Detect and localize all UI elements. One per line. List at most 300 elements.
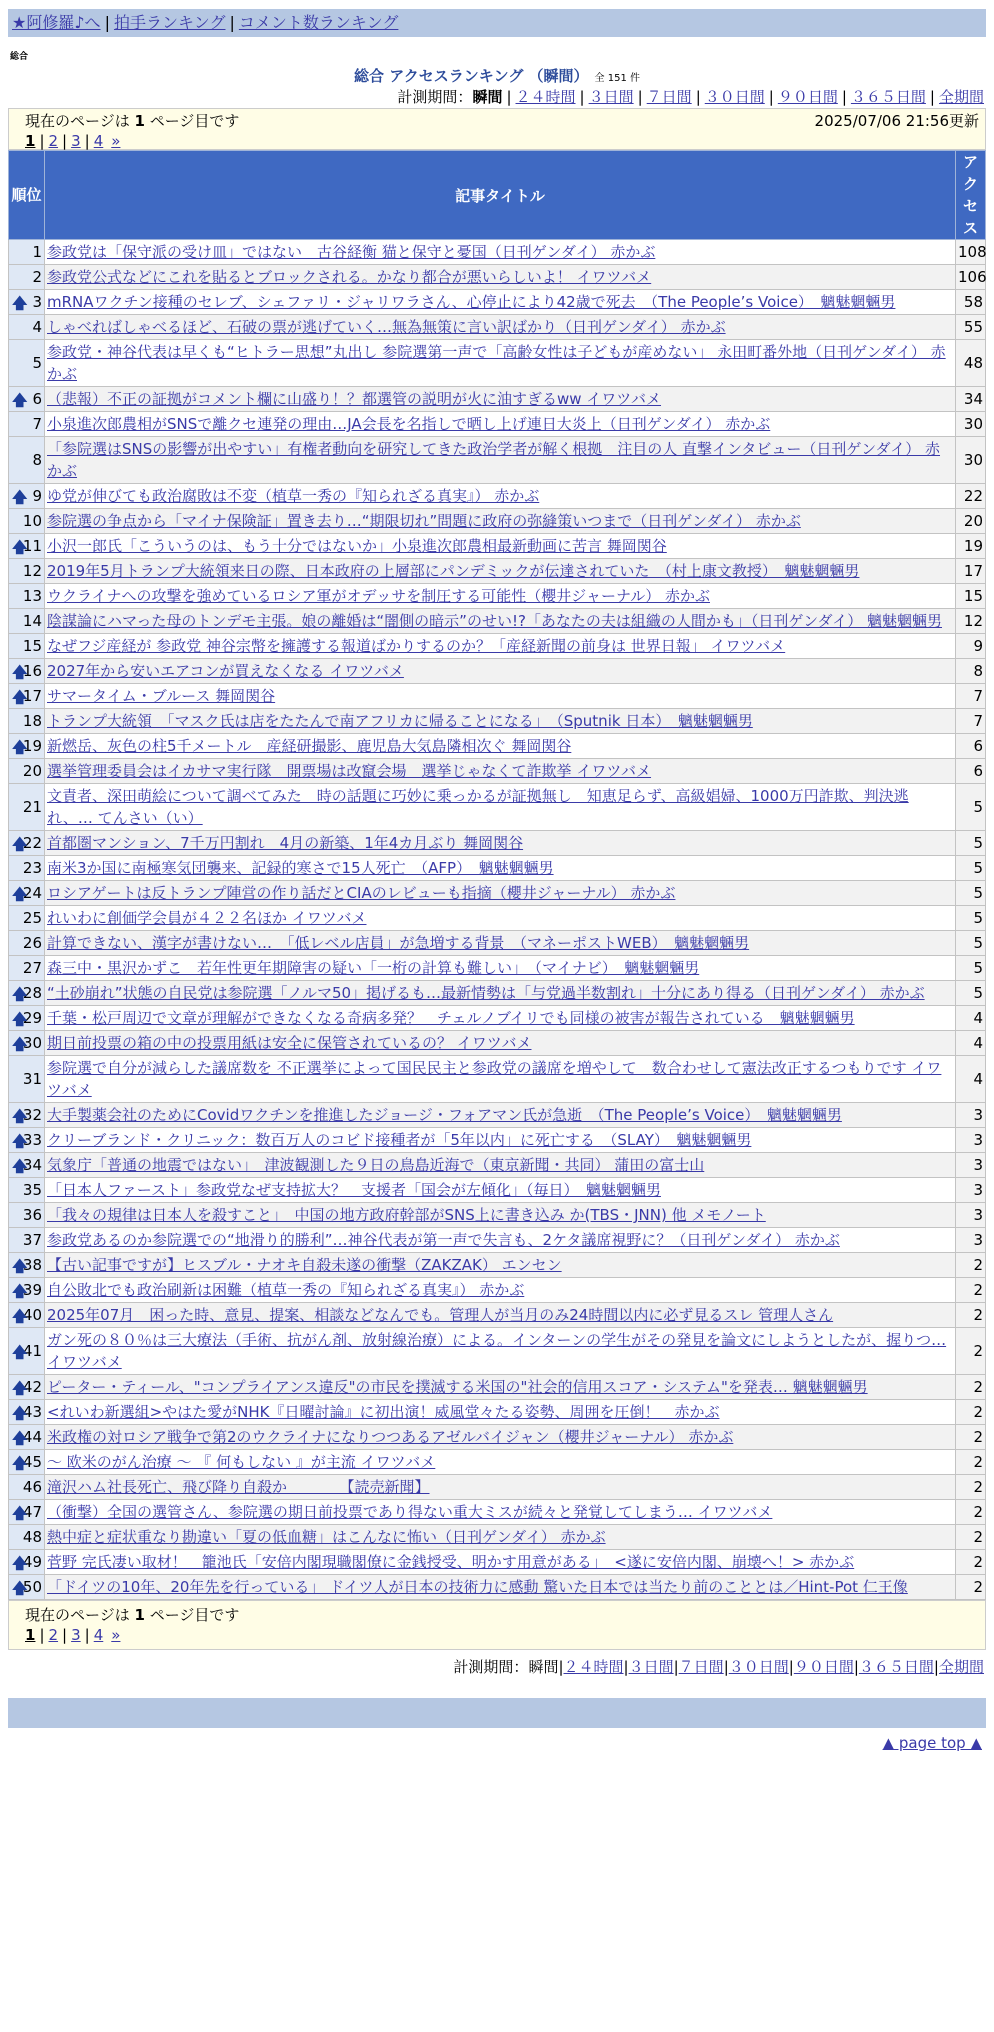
access-count: 3 [956,1178,986,1203]
title-cell [45,1303,956,1328]
title-cell [45,906,956,931]
rank-number: 36 [22,1206,42,1224]
title-cell [45,1475,956,1500]
page-link-current: 1 [25,132,36,150]
updated-timestamp: 2025/07/06 21:56更新 [814,112,979,130]
article-link[interactable]: しゃべればしゃべるほど、石破の票が逃げていく…無為無策に言い訳ばかり（日刊ゲンダイ） 赤かぶ [47,318,726,336]
access-count: 2 [956,1375,986,1400]
title-cell [45,709,956,734]
title-cell [45,315,956,340]
access-count: 19 [956,534,986,559]
rank-number: 8 [32,451,42,469]
rank-cell [9,1278,45,1303]
up-arrow-icon: 🡅 [12,538,28,556]
article-link[interactable]: 参政党あるのか参院選での“地滑り的勝利”…神谷代表が第一声で失言も、2ケタ議席視野に？（日刊ゲンダイ） 赤かぶ [47,1231,840,1249]
access-count: 2 [956,1475,986,1500]
table-row [9,956,986,981]
article-link[interactable]: <れいわ新選組>やはた愛がNHK『日曜討論』に初出演！威風堂々たる姿勢、周囲を圧倒！ 赤かぶ [47,1403,720,1421]
nav-link-comment-ranking[interactable]: コメント数ランキング [238,13,399,32]
table-row [9,684,986,709]
period-separator: | [506,88,512,106]
period-separator: | [853,1658,859,1676]
table-row [9,387,986,412]
rank-number: 21 [22,798,42,816]
rank-number: 9 [32,487,42,505]
page-link[interactable]: 3 [71,132,81,150]
table-row [9,634,986,659]
rank-cell [9,734,45,759]
rank-cell [9,1500,45,1525]
table-row [9,981,986,1006]
article-link[interactable]: 参政党・神谷代表は早くも“ヒトラー思想”丸出し 参院選第一声で「高齢女性は子どもが産めない」 永田町番外地（日刊ゲンダイ） 赤かぶ [47,343,946,383]
rank-cell [9,1056,45,1103]
rank-number: 25 [22,909,42,927]
access-count: 55 [956,315,986,340]
access-count: 5 [956,881,986,906]
rank-number: 24 [22,884,42,902]
access-count: 48 [956,340,986,387]
article-link[interactable]: 菅野 完氏凄い取材！ 籠池氏「安倍内閣現職閣僚に金銭授受、明かす用意がある」 <遂に安倍内閣、崩壊へ！> 赤かぶ [47,1553,855,1571]
rank-cell [9,1031,45,1056]
title-cell [45,437,956,484]
rank-cell [9,265,45,290]
up-arrow-icon: 🡅 [12,1157,28,1175]
rank-cell [9,509,45,534]
rank-cell [9,1525,45,1550]
access-count: 5 [956,956,986,981]
period-option[interactable]: ７日間 [646,88,692,106]
ranking-table-body [9,240,986,1600]
rank-cell [9,1303,45,1328]
up-arrow-icon: 🡅 [12,1282,28,1300]
page-status-current: 1 [134,1606,145,1624]
rank-number: 42 [22,1378,42,1396]
access-count: 17 [956,559,986,584]
article-link[interactable]: 「日本人ファースト」参政党なぜ支持拡大？ 支援者「国会が左傾化」（毎日） 魑魅魍魎男 [47,1181,661,1199]
rank-number: 47 [22,1503,42,1521]
period-label: 計測期間： [453,1658,529,1676]
up-arrow-icon: 🡅 [12,1429,28,1447]
access-count: 2 [956,1400,986,1425]
article-link[interactable]: 森三中・黒沢かずこ 若年性更年期障害の疑い「一桁の計算も難しい」 （マイナビ） 魑魅魍魎男 [47,959,700,977]
page-status-prefix: 現在のページは [25,1606,135,1624]
page-links [25,131,979,151]
table-row [9,412,986,437]
total-count: 全 151 件 [594,73,640,84]
rank-number: 39 [22,1281,42,1299]
title-cell [45,856,956,881]
access-count: 2 [956,1450,986,1475]
article-link[interactable]: ウクライナへの攻撃を強めているロシア軍がオデッサを制圧する可能性（櫻井ジャーナル） 赤かぶ [47,587,710,605]
period-option[interactable]: ３０日間 [728,1658,789,1676]
title-cell [45,387,956,412]
rank-cell [9,709,45,734]
article-link[interactable]: 2025年07月 困った時、意見、提案、相談などなんでも。管理人が当月のみ24時間以内に必ず見るスレ 管理人さん [47,1306,834,1324]
article-link[interactable]: 2027年から安いエアコンが買えなくなる イワツバメ [47,662,404,680]
article-link[interactable]: なぜフジ産経が 参政党 神谷宗幣を擁護する報道ばかりするのか？「産経新聞の前身は 世界日報」 イワツバメ [47,637,786,655]
article-link[interactable]: 熱中症と症状重なり勘違い「夏の低血糖」はこんなに怖い（日刊ゲンダイ） 赤かぶ [47,1528,606,1546]
table-row [9,584,986,609]
article-link[interactable]: 期日前投票の箱の中の投票用紙は安全に保管されているの？ イワツバメ [47,1034,532,1052]
article-link[interactable]: 計算できない、漢字が書けない… 「低レベル店員」が急増する背景 （マネーポストWEB） 魑魅魍魎男 [47,934,750,952]
period-option[interactable]: ７日間 [678,1658,724,1676]
rank-number: 45 [22,1453,42,1471]
page-top-link[interactable]: ▲ page top ▲ [882,1734,982,1752]
access-count: 34 [956,387,986,412]
title-cell [45,1525,956,1550]
rank-cell [9,437,45,484]
access-count: 2 [956,1425,986,1450]
table-row [9,931,986,956]
title-cell [45,881,956,906]
rank-cell [9,856,45,881]
table-row [9,1303,986,1328]
period-separator: | [841,88,847,106]
period-option[interactable]: 全期間 [938,88,984,106]
rank-cell [9,881,45,906]
top-nav [8,9,986,37]
access-count: 108 [956,240,986,265]
rank-cell [9,956,45,981]
pager-top [8,108,986,150]
article-link[interactable]: 大手製薬会社のためにCovidワクチンを推進したジョージ・フォアマン氏が急逝 （The People’s Voice） 魑魅魍魎男 [47,1106,842,1124]
article-link[interactable]: 陰謀論にハマった母のトンデモ主張。娘の離婚は“闇側の暗示”のせい!?「あなたの夫は組織の人間かも」（日刊ゲンダイ） 魑魅魍魎男 [47,612,942,630]
rank-number: 6 [32,390,42,408]
rank-cell [9,609,45,634]
table-row [9,881,986,906]
table-row [9,484,986,509]
rank-cell [9,1128,45,1153]
rank-number: 30 [22,1034,42,1052]
up-arrow-icon: 🡅 [12,488,28,506]
header-rank: 順位 [9,151,45,240]
period-option[interactable]: ２４時間 [563,1658,624,1676]
title-cell [45,584,956,609]
page-title: 総合 アクセスランキング （瞬間） [354,67,589,85]
title-cell [45,1550,956,1575]
rank-number: 46 [22,1478,42,1496]
article-link[interactable]: 選挙管理委員会はイカサマ実行隊 開票場は改竄会場 選挙じゃなくて詐欺挙 イワツバメ [47,762,652,780]
title-cell [45,634,956,659]
nav-link-clap-ranking[interactable]: 拍手ランキング [113,13,226,32]
rank-number: 10 [22,512,42,530]
table-row [9,734,986,759]
rank-cell [9,387,45,412]
title-cell [45,1450,956,1475]
title-cell [45,1056,956,1103]
rank-cell [9,1103,45,1128]
table-row [9,1153,986,1178]
rank-number: 49 [22,1553,42,1571]
access-count: 7 [956,709,986,734]
access-count: 20 [956,509,986,534]
period-option[interactable]: ９０日間 [777,88,838,106]
table-row [9,659,986,684]
rank-number: 1 [32,243,42,261]
article-link[interactable]: 参政党は「保守派の受け皿」ではない 古谷経衡 猫と保守と憂国（日刊ゲンダイ） 赤かぶ [47,243,656,261]
title-cell [45,784,956,831]
article-link[interactable]: 千葉・松戸周辺で文章が理解ができなくなる奇病多発？ チェルノブイリでも同様の被害が報告されている 魑魅魍魎男 [47,1009,855,1027]
rank-number: 5 [32,354,42,372]
article-link[interactable]: 2019年5月トランプ大統領来日の際、日本政府の上層部にパンデミックが伝達されていた （村上康文教授） 魑魅魍魎男 [47,562,860,580]
page-separator: | [62,1626,68,1644]
rank-number: 15 [22,637,42,655]
rank-number: 32 [22,1106,42,1124]
up-arrow-icon: 🡅 [12,688,28,706]
access-count: 30 [956,437,986,484]
table-row [9,1006,986,1031]
up-arrow-icon: 🡅 [12,835,28,853]
article-link[interactable]: 「我々の規律は日本人を殺すこと」 中国の地方政府幹部がSNS上に書き込み か(TBS・JNN) 他 メモノート [47,1206,766,1224]
article-link[interactable]: ロシアゲートは反トランプ陣営の作り話だとCIAのレビューも指摘（櫻井ジャーナル） 赤かぶ [47,884,676,902]
access-count: 3 [956,1228,986,1253]
period-option[interactable]: ９０日間 [793,1658,854,1676]
table-row [9,1031,986,1056]
rank-number: 12 [22,562,42,580]
page-link-next[interactable]: » [111,1626,121,1644]
rank-number: 37 [22,1231,42,1249]
access-count: 4 [956,1056,986,1103]
table-row [9,1056,986,1103]
up-arrow-icon: 🡅 [12,1454,28,1472]
rank-cell [9,906,45,931]
article-link[interactable]: 小泉進次郎農相がSNSで離クセ連発の理由…JA会長を名指しで晒し上げ連日大炎上（日刊ゲンダイ） 赤かぶ [47,415,771,433]
article-link[interactable]: 米政権の対ロシア戦争で第2のウクライナになりつつあるアゼルバイジャン（櫻井ジャーナル） 赤かぶ [47,1428,734,1446]
period-option[interactable]: ３日間 [628,1658,674,1676]
period-separator: | [673,1658,679,1676]
article-link[interactable]: ピーター・ティール、"コンプライアンス違反"の市民を撲滅する米国の"社会的信用スコア・システム"を発表… 魑魅魍魎男 [47,1378,868,1396]
rank-number: 38 [22,1256,42,1274]
article-link[interactable]: “土砂崩れ”状態の自民党は参院選「ノルマ50」掲げるも…最新情勢は「与党過半数割れ」十分にあり得る（日刊ゲンダイ） 赤かぶ [47,984,925,1002]
rank-cell [9,1550,45,1575]
rank-number: 16 [22,662,42,680]
access-count: 2 [956,1303,986,1328]
access-count: 2 [956,1575,986,1600]
rank-cell [9,412,45,437]
rank-cell [9,759,45,784]
rank-cell [9,290,45,315]
table-header-row [9,151,986,240]
table-row [9,290,986,315]
article-link[interactable]: 「参院選はSNSの影響が出やすい」有権者動向を研究してきた政治学者が解く根拠 注目の人 直撃インタビュー（日刊ゲンダイ） 赤かぶ [47,440,941,480]
article-link[interactable]: トランプ大統領 「マスク氏は店をたたんで南アフリカに帰ることになる」 （Sputnik 日本） 魑魅魍魎男 [47,712,753,730]
pager-bottom [8,1600,986,1650]
rank-number: 31 [22,1070,42,1088]
page-links [25,1625,979,1645]
article-link[interactable]: mRNAワクチン接種のセレブ、シェファリ・ジャリワラさん、心停止により42歳で死去 （The People’s Voice） 魑魅魍魎男 [47,293,896,311]
article-link[interactable]: 参院選で自分が減らした議席数を 不正選挙によって国民民主と参政党の議席を増やして 数合わせして憲法改正するつもりです イワツバメ [47,1059,942,1099]
rank-number: 44 [22,1428,42,1446]
access-count: 3 [956,1153,986,1178]
title-cell [45,684,956,709]
article-link[interactable]: ～ 欧米のがん治療 ～ 『 何もしない 』が主流 イワツバメ [47,1453,436,1471]
rank-number: 19 [22,737,42,755]
page-separator: | [39,132,45,150]
access-count: 4 [956,1006,986,1031]
article-link[interactable]: 新燃岳、灰色の柱5千メートル 産経研撮影、鹿児島大気島隣相次ぐ 舞岡関谷 [47,737,572,755]
rank-cell [9,315,45,340]
article-link[interactable]: （悲報）不正の証拠がコメント欄に山盛り！？都選管の説明が火に油すぎるww イワツバメ [47,390,662,408]
title-cell [45,1575,956,1600]
up-arrow-icon: 🡅 [12,1554,28,1572]
title-cell [45,1103,956,1128]
period-separator: | [723,1658,729,1676]
table-row [9,609,986,634]
rank-cell [9,559,45,584]
rank-number: 34 [22,1156,42,1174]
up-arrow-icon: 🡅 [12,885,28,903]
access-count: 2 [956,1500,986,1525]
page-link[interactable]: 2 [48,132,59,150]
rank-number: 20 [22,762,42,780]
article-link[interactable]: 小沢一郎氏「こういうのは、もう十分ではないか」小泉進次郎農相最新動画に苦言 舞岡関谷 [47,537,667,555]
title-cell [45,509,956,534]
table-row [9,856,986,881]
rank-number: 3 [32,293,42,311]
article-link[interactable]: ガン死の８０％は三大療法（手術、抗がん剤、放射線治療）による。インターンの学生がその発見を論文にしようとしたが、握りつ… イワツバメ [47,1331,947,1371]
article-link[interactable]: クリーブランド・クリニック：数百万人のコビド接種者が「5年以内」に死亡する （SLAY） 魑魅魍魎男 [47,1131,752,1149]
title-cell [45,1006,956,1031]
page-separator: | [39,1626,45,1644]
page-link[interactable]: 4 [93,132,104,150]
rank-number: 35 [22,1181,42,1199]
access-count: 7 [956,684,986,709]
article-link[interactable]: 【古い記事ですが】ヒスブル・ナオキ自殺未遂の衝撃（ZAKZAK） エンセン [47,1256,562,1274]
up-arrow-icon: 🡅 [12,391,28,409]
table-row [9,1128,986,1153]
period-option[interactable]: ２４時間 [515,88,576,106]
title-cell [45,1031,956,1056]
page-link[interactable]: 3 [71,1626,81,1644]
article-link[interactable]: 首都圏マンション、7千万円割れ 4月の新築、1年4カ月ぶり 舞岡関谷 [47,834,524,852]
access-count: 5 [956,831,986,856]
period-selector [8,86,986,108]
rank-number: 41 [22,1342,42,1360]
up-arrow-icon: 🡅 [12,738,28,756]
title-cell [45,1500,956,1525]
table-row [9,759,986,784]
page-status-current: 1 [134,112,145,130]
table-row [9,1278,986,1303]
title-cell [45,759,956,784]
access-count: 12 [956,609,986,634]
access-count: 5 [956,981,986,1006]
article-link[interactable]: 参政党公式などにこれを貼るとブロックされる。かなり都合が悪いらしいよ！ イワツバメ [47,268,652,286]
up-arrow-icon: 🡅 [12,1579,28,1597]
article-link[interactable]: サマータイム・ブルース 舞岡関谷 [47,687,276,705]
title-cell [45,931,956,956]
period-separator: | [558,1658,564,1676]
access-count: 3 [956,1128,986,1153]
title-cell [45,1128,956,1153]
period-option[interactable]: 全期間 [938,1658,984,1676]
rank-cell [9,534,45,559]
article-link[interactable]: ゆ党が伸びても政治腐敗は不変（植草一秀の『知られざる真実』） 赤かぶ [47,487,540,505]
table-row [9,1253,986,1278]
table-row [9,340,986,387]
period-separator: | [695,88,701,106]
rank-number: 40 [22,1306,42,1324]
up-arrow-icon: 🡅 [12,1035,28,1053]
title-cell [45,559,956,584]
rank-cell [9,1228,45,1253]
title-cell [45,1253,956,1278]
title-cell [45,1375,956,1400]
table-row [9,1178,986,1203]
title-cell [45,1178,956,1203]
table-row [9,1525,986,1550]
access-count: 6 [956,759,986,784]
article-link[interactable]: 自公敗北でも政治刷新は困難（植草一秀の『知られざる真実』） 赤かぶ [47,1281,525,1299]
rank-number: 28 [22,984,42,1002]
table-row [9,1375,986,1400]
rank-number: 48 [22,1528,42,1546]
rank-number: 7 [32,415,42,433]
rank-number: 14 [22,612,42,630]
table-row [9,1103,986,1128]
article-link[interactable]: （衝撃）全国の選管さん、参院選の期日前投票であり得ない重大ミスが続々と発覚してしまう… イワツバメ [47,1503,773,1521]
period-current: 瞬間 [472,88,503,106]
access-count: 3 [956,1103,986,1128]
page-link[interactable]: 4 [93,1626,104,1644]
period-current: 瞬間 [528,1658,559,1676]
table-row [9,1450,986,1475]
article-link[interactable]: 南米3か国に南極寒気団襲来、記録的寒さで15人死亡 （AFP） 魑魅魍魎男 [47,859,554,877]
period-option[interactable]: ３０日間 [704,88,765,106]
period-option[interactable]: ３６５日間 [858,1658,934,1676]
rank-number: 22 [22,834,42,852]
access-count: 2 [956,1278,986,1303]
period-separator: | [623,1658,629,1676]
access-count: 2 [956,1253,986,1278]
article-link[interactable]: れいわに創価学会員が４２２名ほか イワツバメ [47,909,367,927]
period-option[interactable]: ３日間 [588,88,634,106]
access-count: 58 [956,290,986,315]
rank-cell [9,584,45,609]
rank-number: 26 [22,934,42,952]
page-link[interactable]: 2 [48,1626,59,1644]
table-row [9,1328,986,1375]
ranking-table [8,150,986,1600]
up-arrow-icon: 🡅 [12,1307,28,1325]
table-row [9,1400,986,1425]
article-link[interactable]: 参院選の争点から「マイナ保険証」置き去り…“期限切れ”問題に政府の弥縫策いつまで（日刊ゲンダイ） 赤かぶ [47,512,801,530]
access-count: 3 [956,1203,986,1228]
section-label: 総合 [10,52,29,62]
access-count: 22 [956,484,986,509]
table-row [9,709,986,734]
rank-cell [9,340,45,387]
title-cell [45,956,956,981]
table-row [9,1550,986,1575]
period-option[interactable]: ３６５日間 [850,88,926,106]
page-link-next[interactable]: » [111,132,121,150]
nav-link-asyura[interactable]: ★阿修羅♪へ [12,13,101,32]
up-arrow-icon: 🡅 [12,294,28,312]
rank-cell [9,1253,45,1278]
rank-cell [9,1425,45,1450]
article-link[interactable]: 文責者、深田萌絵について調べてみた 時の話題に巧妙に乗っかるが証拠無し 知恵足らず、高級娼婦、1000万円詐欺、判決逃れ、… てんさい（い） [47,787,909,827]
article-link[interactable]: 気象庁「普通の地震ではない」 津波観測した９日の鳥島近海で（東京新聞・共同） 蒲田の富士山 [47,1156,705,1174]
up-arrow-icon: 🡅 [12,1257,28,1275]
period-separator: | [637,88,643,106]
page-separator: | [84,132,90,150]
article-link[interactable]: 滝沢ハム社長死亡、飛び降り自殺か 【読売新聞】 [47,1478,430,1496]
article-link[interactable]: 「ドイツの10年、20年先を行っている」 ドイツ人が日本の技術力に感動 驚いた日本では当たり前のこととは／Hint-Pot 仁王像 [47,1578,908,1596]
page-separator: | [84,1626,90,1644]
page-status-prefix: 現在のページは [25,112,135,130]
title-cell [45,534,956,559]
